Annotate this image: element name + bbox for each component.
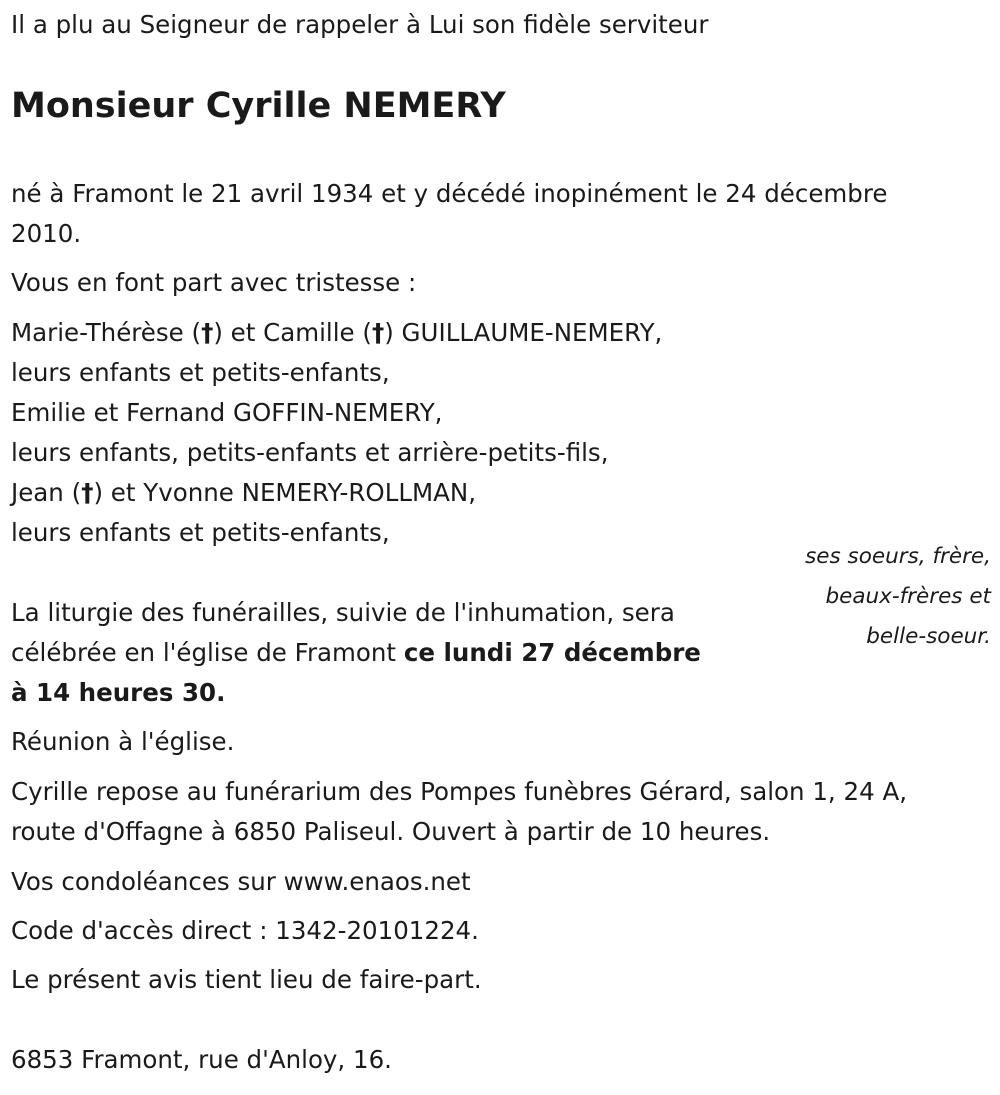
access-code-text: Code d'accès direct : 1342-20101224. bbox=[11, 916, 479, 945]
funeral-line-3 bbox=[11, 673, 701, 713]
funeral-line-1: La liturgie des funérailles, suivie de l'inhumation, sera bbox=[11, 598, 675, 627]
relation-note bbox=[805, 537, 991, 657]
family-line bbox=[11, 313, 662, 353]
birth-line-1: né à Framont le 21 avril 1934 et y décédé inopinément le 24 décembre bbox=[11, 179, 888, 208]
family-text: Marie-Thérèse ( bbox=[11, 318, 202, 347]
meeting-text: Réunion à l'église. bbox=[11, 727, 235, 756]
family-text: ) GUILLAUME-NEMERY, bbox=[384, 318, 663, 347]
funeral-text: célébrée en l'église de Framont bbox=[11, 638, 404, 667]
obituary-notice bbox=[11, 0, 991, 1095]
condolences-text: Vos condoléances sur www.enaos.net bbox=[11, 867, 471, 896]
relation-line: ses soeurs, frère, bbox=[805, 544, 991, 569]
birth-death-info bbox=[11, 174, 887, 254]
deceased-name: Monsieur Cyrille NEMERY bbox=[11, 86, 506, 126]
family-line bbox=[11, 473, 662, 513]
family-text: ) et Yvonne NEMERY-ROLLMAN, bbox=[93, 478, 477, 507]
family-text: Jean ( bbox=[11, 478, 82, 507]
relation-line: belle-soeur. bbox=[866, 624, 991, 649]
family-line: leurs enfants, petits-enfants et arrière-petits-fils, bbox=[11, 438, 609, 467]
funeral-date: ce lundi 27 décembre bbox=[403, 638, 701, 667]
family-line: leurs enfants et petits-enfants, bbox=[11, 518, 390, 547]
family-address: 6853 Framont, rue d'Anloy, 16. bbox=[11, 1045, 392, 1074]
notice-text: Le présent avis tient lieu de faire-part. bbox=[11, 965, 482, 994]
family-text: ) et Camille ( bbox=[213, 318, 372, 347]
rest-line-2: route d'Offagne à 6850 Paliseul. Ouvert à partir de 10 heures. bbox=[11, 817, 771, 846]
birth-line-2: 2010. bbox=[11, 219, 82, 248]
family-line: leurs enfants et petits-enfants, bbox=[11, 358, 390, 387]
intro-text: Il a plu au Seigneur de rappeler à Lui son fidèle serviteur bbox=[11, 10, 709, 39]
family-list bbox=[11, 313, 662, 553]
funeral-info bbox=[11, 593, 701, 713]
cross-icon: † bbox=[81, 478, 94, 507]
funeral-time: à 14 heures 30. bbox=[11, 678, 226, 707]
funeral-line-2 bbox=[11, 633, 701, 673]
announce-text: Vous en font part avec tristesse : bbox=[11, 268, 417, 297]
relation-line: beaux-frères et bbox=[825, 584, 991, 609]
rest-info bbox=[11, 772, 907, 852]
family-line: Emilie et Fernand GOFFIN-NEMERY, bbox=[11, 398, 443, 427]
cross-icon: † bbox=[201, 318, 214, 347]
cross-icon: † bbox=[371, 318, 385, 347]
rest-line-1: Cyrille repose au funérarium des Pompes funèbres Gérard, salon 1, 24 A, bbox=[11, 777, 908, 806]
